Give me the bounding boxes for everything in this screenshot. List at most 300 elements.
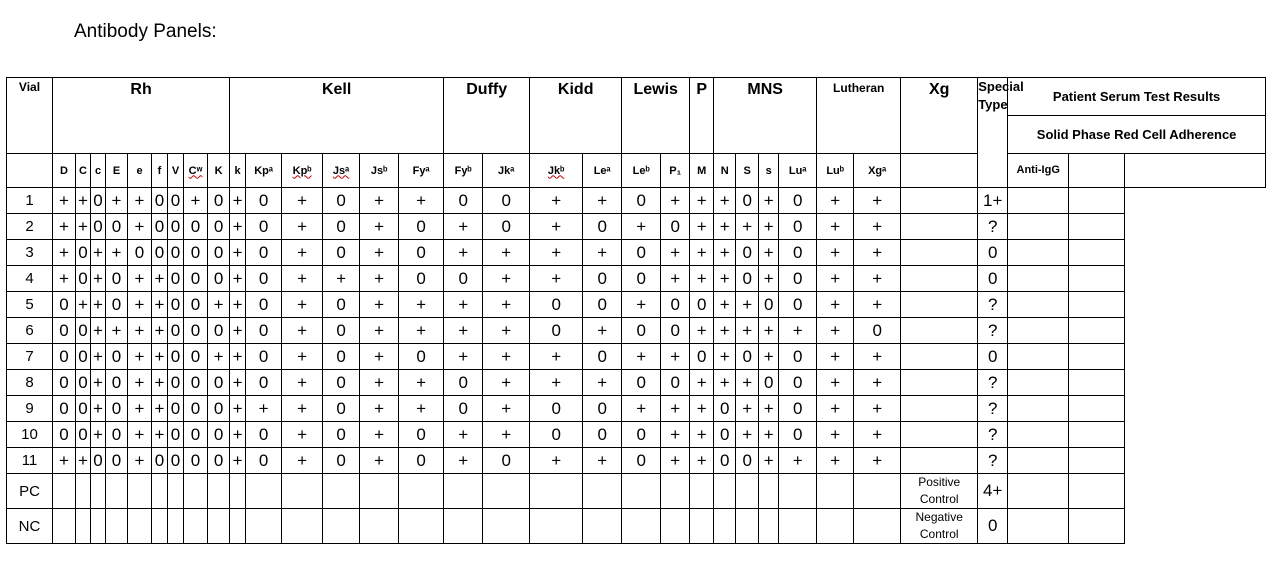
antigen-cell: + [91,266,106,292]
antigen-cell: + [759,214,779,240]
empty-antigen-cell [230,474,246,509]
empty-antigen-cell [444,474,483,509]
empty-antigen-cell [246,509,282,544]
antigen-cell: + [282,266,323,292]
control-label: Positive Control [901,474,978,509]
antigen-cell: + [76,292,91,318]
antigen-cell: 0 [399,214,444,240]
antigen-cell: + [208,292,230,318]
antigen-cell: + [530,188,583,214]
antigen-cell: + [91,422,106,448]
antigen-cell: + [714,214,736,240]
antigen-cell: + [736,370,759,396]
antigen-cell: + [759,266,779,292]
antigen-header-2: c [91,154,106,188]
antigen-cell: + [690,448,714,474]
empty-antigen-cell [91,474,106,509]
antigen-cell: 0 [530,292,583,318]
antigen-header-20: P₁ [661,154,690,188]
antigen-cell: + [661,344,690,370]
antigen-cell: 0 [76,422,91,448]
antigen-cell: 0 [736,188,759,214]
antigen-cell: 0 [622,448,661,474]
control-result: 0 [978,509,1008,544]
antigen-cell: + [714,318,736,344]
special-type-cell [901,188,978,214]
antigen-cell: + [736,292,759,318]
antigen-header-24: s [759,154,779,188]
panel-row [7,240,1266,266]
antigen-cell: + [736,422,759,448]
antigen-cell: + [230,344,246,370]
antigen-cell: 0 [444,266,483,292]
result-extra-header-2 [1125,154,1266,188]
antigen-cell: 0 [152,240,168,266]
antigen-header-23: S [736,154,759,188]
antigen-cell: 0 [583,292,622,318]
antigen-cell: + [128,448,152,474]
empty-antigen-cell [230,509,246,544]
antigen-cell: 0 [714,396,736,422]
empty-antigen-cell [530,474,583,509]
antigen-cell: 0 [246,292,282,318]
antigen-cell: 0 [661,214,690,240]
antigen-cell: 0 [106,448,128,474]
empty-antigen-cell [736,509,759,544]
antigen-cell: 0 [622,240,661,266]
anti-igg-result: ? [978,214,1008,240]
antigen-cell: 0 [246,188,282,214]
result-extra-cell [1069,188,1125,214]
antigen-cell: + [817,292,854,318]
antigen-header-8: K [208,154,230,188]
result-extra-cell [1069,422,1125,448]
empty-antigen-cell [622,509,661,544]
antigen-cell: + [360,318,399,344]
antigen-cell: + [714,344,736,370]
antigen-cell: + [690,370,714,396]
antigen-cell: + [360,396,399,422]
special-type-cell [901,448,978,474]
result-extra-cell [1008,422,1069,448]
antigen-cell: + [817,318,854,344]
result-extra-header-1 [1069,154,1125,188]
special-type-cell [901,240,978,266]
antigen-cell: 0 [91,214,106,240]
antigen-cell: + [399,370,444,396]
antigen-cell: + [690,188,714,214]
antigen-cell: + [128,422,152,448]
antigen-cell: + [282,370,323,396]
result-extra-cell [1069,370,1125,396]
antigen-cell: 0 [53,396,76,422]
empty-antigen-cell [128,474,152,509]
panel-row [7,188,1266,214]
vial-number: 4 [7,266,53,292]
empty-antigen-cell [76,509,91,544]
antigen-cell: + [854,396,901,422]
antigen-cell: + [360,448,399,474]
antigen-cell: + [714,292,736,318]
antigen-cell: 0 [106,370,128,396]
antigen-cell: 0 [246,422,282,448]
antigen-cell: + [128,396,152,422]
empty-antigen-cell [690,509,714,544]
antigen-cell: + [622,292,661,318]
antigen-cell: 0 [323,448,360,474]
antigen-cell: 0 [661,292,690,318]
antigen-cell: + [483,370,530,396]
antigen-cell: + [282,188,323,214]
empty-antigen-cell [759,509,779,544]
antigen-cell: 0 [53,318,76,344]
antigen-cell: + [91,318,106,344]
antigen-cell: 0 [246,448,282,474]
anti-igg-result: ? [978,318,1008,344]
antigen-header-1: C [76,154,91,188]
antigen-cell: + [759,448,779,474]
result-extra-cell [1069,344,1125,370]
antigen-cell: + [736,396,759,422]
antigen-cell: + [184,188,208,214]
antigen-cell: + [530,448,583,474]
antigen-header-22: N [714,154,736,188]
antigen-cell: + [91,292,106,318]
antigen-cell: 0 [483,188,530,214]
antigen-cell: + [230,396,246,422]
antigen-cell: + [759,240,779,266]
antigen-cell: 0 [208,448,230,474]
antigen-cell: + [661,422,690,448]
antigen-cell: + [230,188,246,214]
empty-antigen-cell [817,474,854,509]
empty-antigen-cell [483,509,530,544]
antigen-cell: 0 [106,266,128,292]
antigen-cell: 0 [91,448,106,474]
antigen-cell: + [360,214,399,240]
antigen-cell: + [483,344,530,370]
antigen-cell: 0 [323,292,360,318]
antigen-cell: + [91,240,106,266]
antigen-cell: 0 [76,344,91,370]
patient-results-header: Patient Serum Test Results [1008,78,1266,116]
empty-antigen-cell [128,509,152,544]
antigen-cell: 0 [583,344,622,370]
antigen-cell: + [230,240,246,266]
antigen-cell: 0 [323,214,360,240]
empty-antigen-cell [184,474,208,509]
antigen-cell: + [483,318,530,344]
antigen-cell: 0 [168,448,184,474]
anti-igg-result: 0 [978,344,1008,370]
antigen-cell: 0 [168,266,184,292]
antigen-cell: 0 [759,292,779,318]
antigen-cell: 0 [106,214,128,240]
antigen-cell: 0 [622,370,661,396]
antigen-cell: 0 [208,188,230,214]
antigen-cell: 0 [106,396,128,422]
antigen-cell: + [208,344,230,370]
antigen-cell: + [360,370,399,396]
antigen-header-27: Xgᵃ [854,154,901,188]
antigen-cell: + [230,292,246,318]
antigen-cell: + [583,448,622,474]
antigen-cell: 0 [184,448,208,474]
antigen-header-16: Jkᵃ [483,154,530,188]
antigen-cell: + [53,214,76,240]
antigen-cell: 0 [854,318,901,344]
empty-antigen-cell [168,509,184,544]
antigen-cell: + [230,370,246,396]
antigen-cell: + [583,370,622,396]
antigen-cell: 0 [246,318,282,344]
antigen-cell: 0 [399,448,444,474]
antigen-cell: + [530,214,583,240]
special-type-cell [901,344,978,370]
antigen-cell: 0 [184,214,208,240]
antigen-header-3: E [106,154,128,188]
antigen-cell: + [530,240,583,266]
antigen-cell: + [106,240,128,266]
antigen-cell: 0 [714,422,736,448]
antigen-cell: + [128,344,152,370]
antigen-cell: + [282,396,323,422]
antigen-cell: + [128,292,152,318]
antigen-cell: + [128,318,152,344]
panel-row [7,396,1266,422]
group-header-lewis: Lewis [622,78,690,154]
antigen-cell: + [444,448,483,474]
antigen-cell: + [854,188,901,214]
antigen-cell: + [230,214,246,240]
result-extra-cell [1069,396,1125,422]
antigen-cell: + [661,240,690,266]
antibody-panel-table [6,77,1266,544]
antigen-cell: 0 [246,214,282,240]
result-extra-cell [1008,344,1069,370]
antigen-cell: 0 [714,448,736,474]
antigen-cell: 0 [246,240,282,266]
antigen-cell: 0 [53,344,76,370]
antigen-cell: 0 [530,422,583,448]
antigen-cell: + [661,188,690,214]
anti-igg-result: ? [978,370,1008,396]
antigen-cell: 0 [399,240,444,266]
antigen-header-25: Luᵃ [779,154,817,188]
empty-antigen-cell [736,474,759,509]
antigen-cell: + [690,266,714,292]
antigen-cell: + [817,266,854,292]
result-extra-cell [1008,266,1069,292]
special-type-blank [901,154,978,188]
group-header-xg: Xg [901,78,978,154]
antigen-cell: 0 [208,422,230,448]
group-header-lutheran: Lutheran [817,78,901,154]
antigen-cell: 0 [399,266,444,292]
antigen-cell: 0 [736,240,759,266]
antigen-cell: 0 [779,396,817,422]
panel-row [7,422,1266,448]
antigen-cell: + [759,422,779,448]
antigen-cell: + [483,292,530,318]
empty-antigen-cell [360,474,399,509]
antigen-cell: + [152,266,168,292]
antigen-cell: + [152,422,168,448]
vial-header: Vial [7,78,53,154]
empty-antigen-cell [530,509,583,544]
antigen-cell: + [854,370,901,396]
antigen-cell: 0 [483,214,530,240]
special-type-cell [901,266,978,292]
vial-number: 3 [7,240,53,266]
special-type-cell [901,422,978,448]
antigen-header-5: f [152,154,168,188]
antigen-cell: + [360,422,399,448]
antigen-header-0: D [53,154,76,188]
anti-igg-result: ? [978,448,1008,474]
anti-igg-result: 1+ [978,188,1008,214]
antigen-cell: 0 [168,318,184,344]
antigen-cell: + [483,422,530,448]
result-extra-cell [1069,292,1125,318]
empty-antigen-cell [817,509,854,544]
antigen-cell: 0 [76,240,91,266]
antigen-cell: + [854,422,901,448]
antigen-cell: 0 [399,422,444,448]
result-extra-cell [1008,448,1069,474]
antigen-cell: 0 [622,318,661,344]
antigen-cell: 0 [168,396,184,422]
antigen-cell: 0 [152,188,168,214]
antigen-cell: + [714,370,736,396]
antigen-cell: 0 [184,240,208,266]
antigen-cell: + [230,448,246,474]
antigen-cell: 0 [128,240,152,266]
antigen-cell: + [759,396,779,422]
antigen-cell: 0 [246,266,282,292]
antigen-cell: + [230,318,246,344]
antigen-cell: + [360,240,399,266]
antigen-cell: 0 [690,344,714,370]
antigen-cell: 0 [208,214,230,240]
empty-antigen-cell [714,509,736,544]
antigen-cell: 0 [759,370,779,396]
antigen-cell: + [230,422,246,448]
anti-igg-result: 0 [978,240,1008,266]
result-extra-cell [1008,240,1069,266]
special-type-header: Special Type [978,78,1008,188]
antigen-cell: + [128,188,152,214]
antigen-cell: + [530,266,583,292]
antigen-cell: 0 [323,318,360,344]
antigen-cell: 0 [736,266,759,292]
antigen-cell: + [282,240,323,266]
empty-antigen-cell [91,509,106,544]
antigen-cell: 0 [530,318,583,344]
antigen-cell: + [483,240,530,266]
antigen-cell: 0 [152,214,168,240]
antigen-cell: + [444,318,483,344]
antigen-cell: 0 [399,344,444,370]
antigen-cell: 0 [208,318,230,344]
antigen-cell: + [622,396,661,422]
antigen-cell: + [690,396,714,422]
empty-antigen-cell [714,474,736,509]
antigen-cell: 0 [323,188,360,214]
antigen-cell: + [817,188,854,214]
result-extra-cell [1069,448,1125,474]
antigen-cell: 0 [168,240,184,266]
antigen-cell: 0 [184,292,208,318]
special-type-cell [901,396,978,422]
antigen-cell: 0 [779,266,817,292]
empty-antigen-cell [759,474,779,509]
antigen-cell: + [854,344,901,370]
antigen-cell: 0 [661,370,690,396]
anti-igg-result: ? [978,292,1008,318]
result-extra-cell [1069,474,1125,509]
antigen-cell: 0 [246,370,282,396]
antigen-cell: + [622,344,661,370]
antigen-cell: + [360,266,399,292]
empty-antigen-cell [399,509,444,544]
antigen-header-9: k [230,154,246,188]
empty-antigen-cell [208,474,230,509]
antigen-header-18: Leᵃ [583,154,622,188]
antigen-cell: + [53,188,76,214]
empty-antigen-cell [622,474,661,509]
panel-row [7,370,1266,396]
antigen-cell: 0 [661,318,690,344]
antigen-header-4: e [128,154,152,188]
antigen-header-11: Kpᵇ [282,154,323,188]
control-row [7,474,1266,509]
antigen-header-26: Luᵇ [817,154,854,188]
antigen-cell: + [230,266,246,292]
group-header-p: P [690,78,714,154]
antigen-cell: + [76,188,91,214]
group-header-duffy: Duffy [444,78,530,154]
antigen-cell: 0 [779,344,817,370]
antigen-cell: + [690,422,714,448]
result-extra-cell [1069,509,1125,544]
antigen-cell: + [583,240,622,266]
antigen-cell: 0 [690,292,714,318]
antigen-cell: + [106,188,128,214]
antigen-cell: + [128,370,152,396]
antigen-cell: 0 [779,292,817,318]
control-vial-label: NC [7,509,53,544]
antigen-cell: + [854,240,901,266]
empty-antigen-cell [779,474,817,509]
result-extra-cell [1069,318,1125,344]
result-extra-cell [1069,214,1125,240]
empty-antigen-cell [106,509,128,544]
result-extra-cell [1069,266,1125,292]
page-title: Antibody Panels: [74,21,217,42]
antigen-cell: + [714,240,736,266]
vial-number: 5 [7,292,53,318]
empty-antigen-cell [483,474,530,509]
result-extra-cell [1008,188,1069,214]
antigen-cell: 0 [483,448,530,474]
empty-antigen-cell [854,474,901,509]
vial-number: 6 [7,318,53,344]
antigen-cell: 0 [184,318,208,344]
antigen-cell: + [622,214,661,240]
special-type-cell [901,214,978,240]
empty-antigen-cell [53,509,76,544]
